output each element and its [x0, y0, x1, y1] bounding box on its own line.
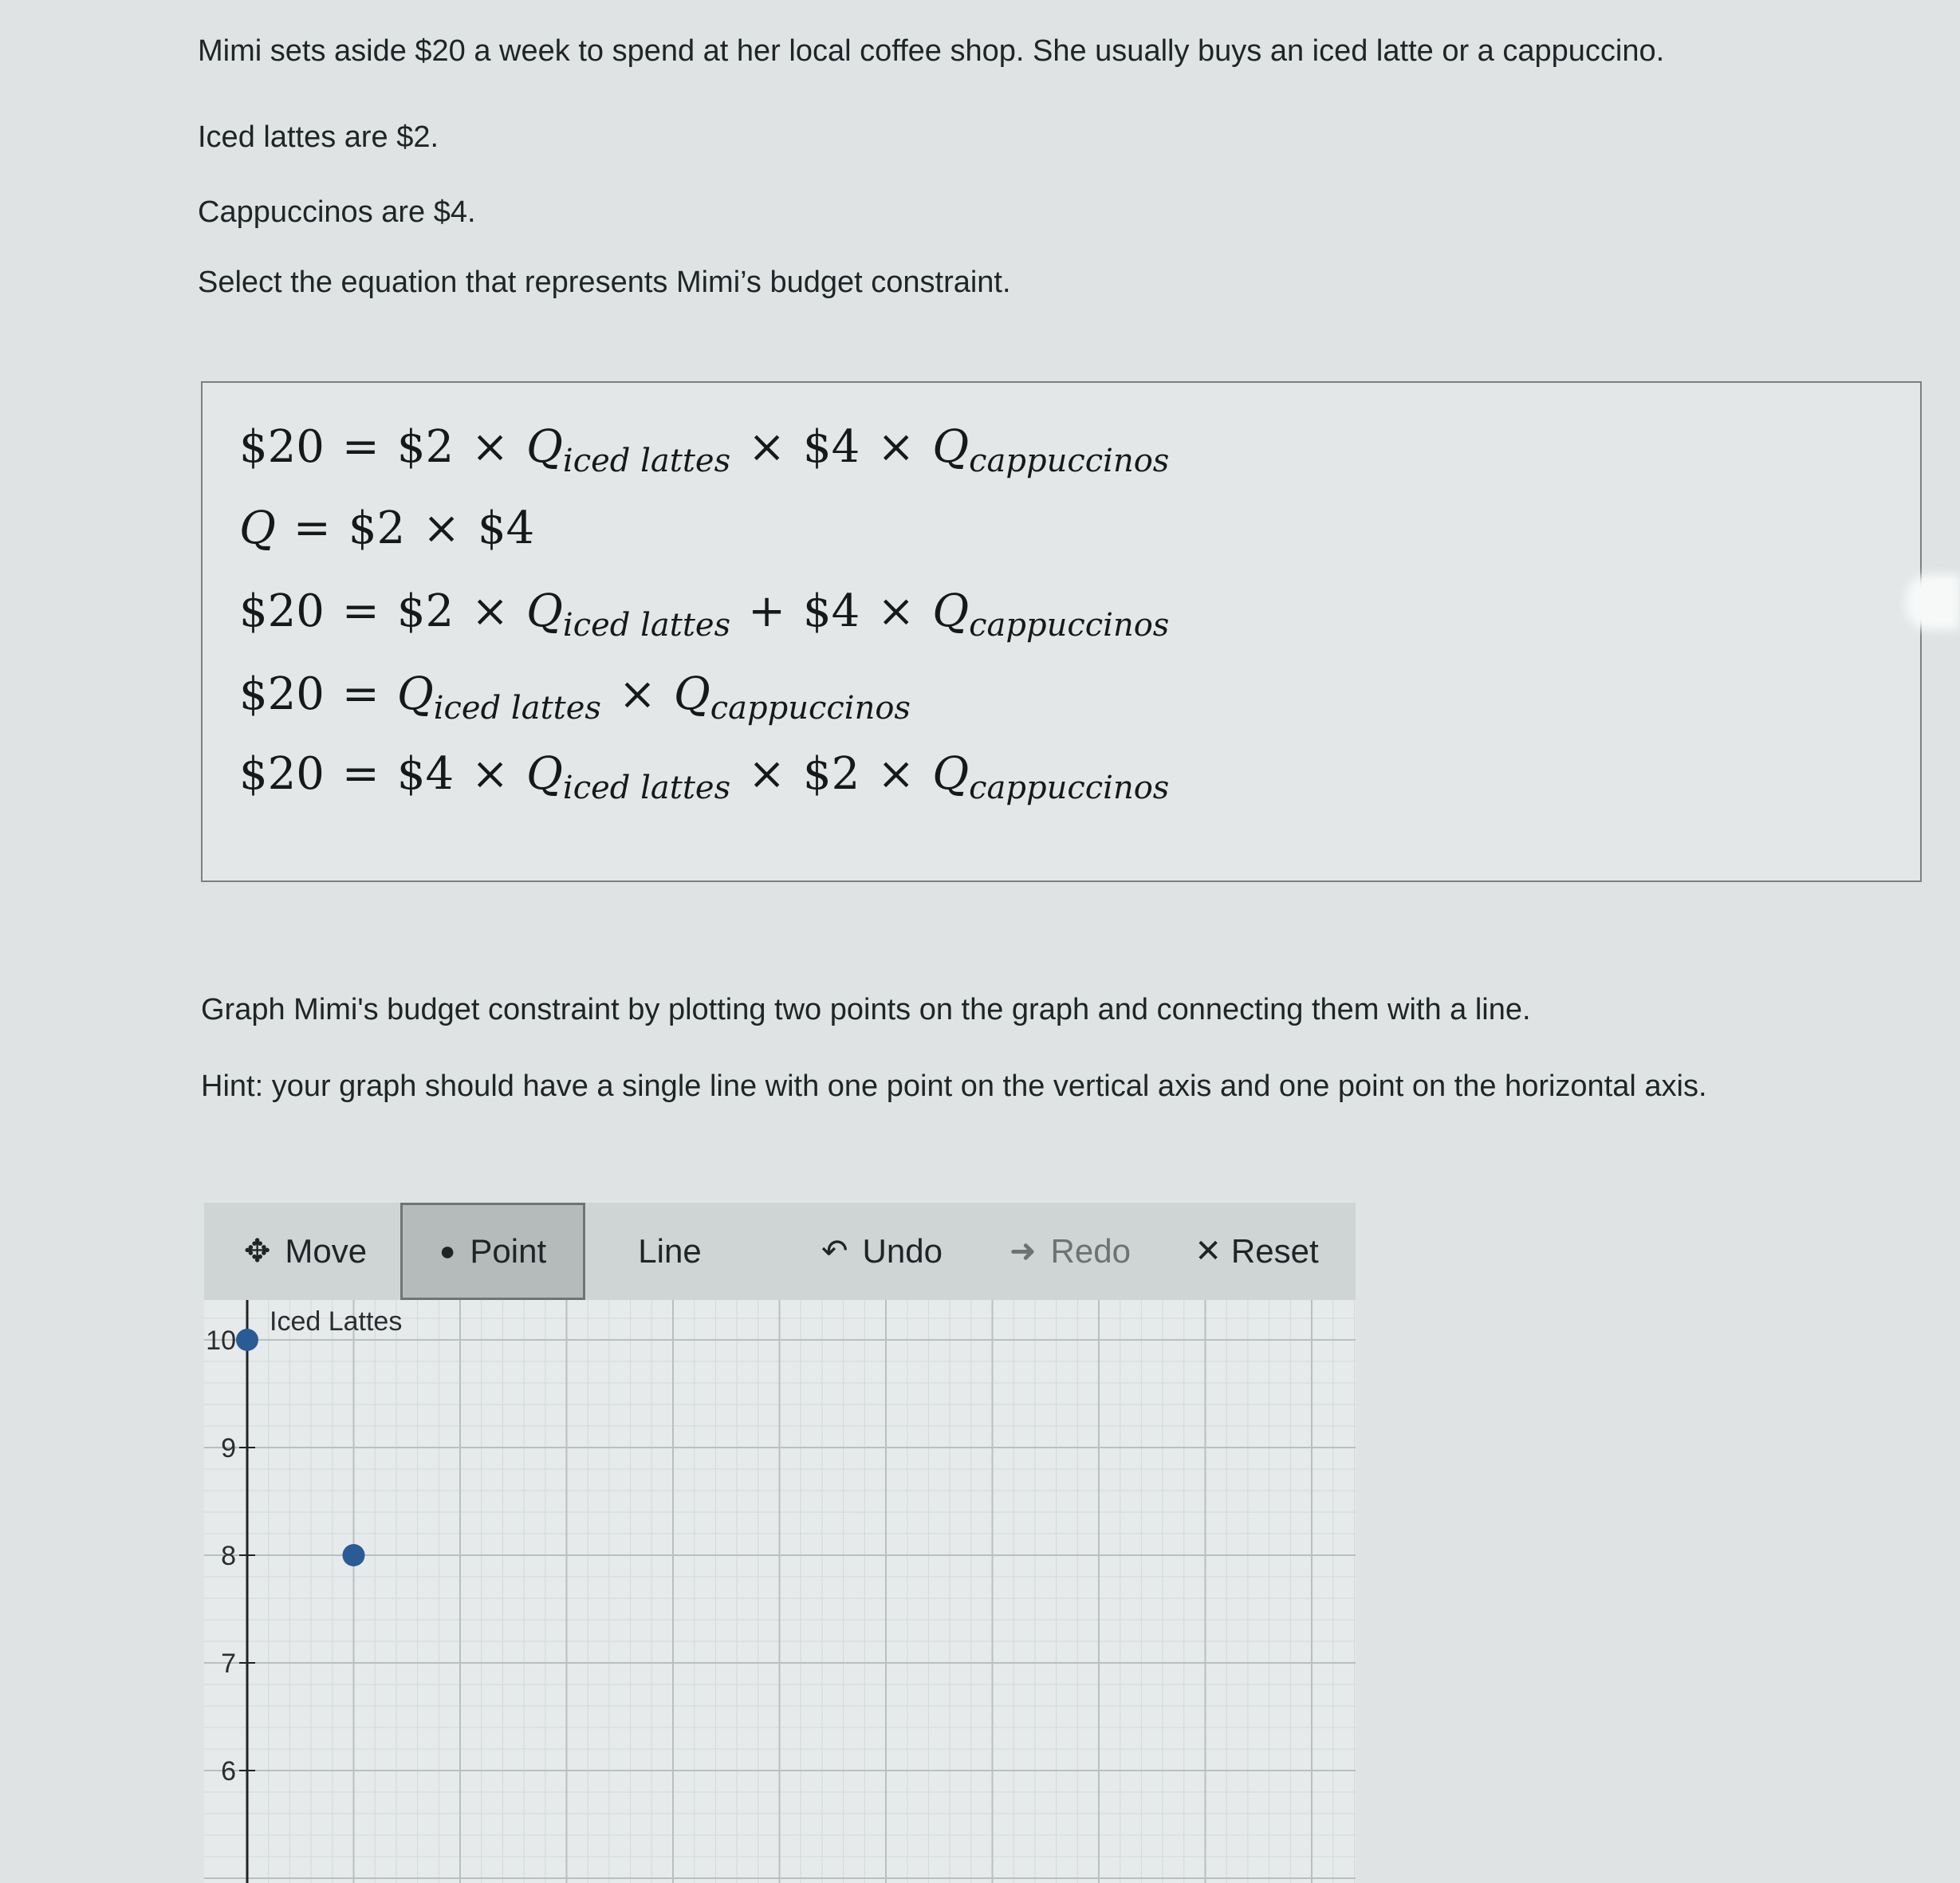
move-arrows-icon: ✥ [243, 1234, 271, 1269]
equation-lhs: $20 [239, 585, 325, 637]
graph-hint: Hint: your graph should have a single line with one point on the vertical axis and one point on the horizontal axis. [201, 1070, 1707, 1103]
move-tool-button[interactable] [214, 1203, 397, 1300]
variable-q: Q [932, 421, 970, 473]
times-sign: × [748, 421, 786, 473]
equation-option-1[interactable] [239, 420, 1169, 489]
variable-q: Q [526, 585, 563, 637]
question-intro: Mimi sets aside $20 a week to spend at her local coffee shop. She usually buys an iced latte or a cappuccino. [198, 34, 1665, 68]
price-term: $4 [803, 421, 860, 473]
y-tick-label-9: 9 [221, 1433, 236, 1463]
times-sign: × [471, 421, 509, 473]
variable-subscript: cappuccinos [969, 443, 1170, 479]
price-term: $2 [396, 585, 455, 637]
graph-canvas[interactable] [204, 1300, 1356, 1883]
reset-label: Reset [1230, 1232, 1319, 1270]
undo-arrow-icon: ↶ [821, 1234, 848, 1269]
variable-subscript: iced lattes [433, 690, 601, 727]
variable-subscript: iced lattes [562, 770, 731, 806]
variable-q: Q [526, 748, 563, 800]
y-tick-label-10: 10 [206, 1326, 236, 1356]
latte-price-text: Iced lattes are $2. [198, 120, 439, 154]
graph-toolbar [204, 1203, 1356, 1300]
equation-lhs: $20 [239, 748, 325, 800]
cappuccino-price-text: Cappuccinos are $4. [198, 195, 476, 229]
quantity-variable [526, 585, 731, 644]
plotted-point-1[interactable] [236, 1329, 258, 1351]
variable-q: Q [932, 585, 970, 637]
variable-q: Q [526, 421, 563, 473]
y-axis-title: Iced Lattes [270, 1306, 403, 1337]
equals-sign: = [341, 668, 380, 720]
y-tick-label-6: 6 [221, 1756, 236, 1786]
equation-option-5[interactable] [239, 747, 1169, 816]
graphing-widget [204, 1203, 1356, 1883]
times-sign: × [471, 748, 509, 800]
redo-arrow-icon: ➜ [1010, 1234, 1037, 1269]
times-sign: × [748, 748, 786, 800]
screen-glare [1906, 574, 1960, 630]
times-sign: × [877, 748, 915, 800]
point-tool-button[interactable] [400, 1203, 585, 1300]
equation-option-4[interactable] [239, 667, 911, 736]
times-sign: × [877, 421, 915, 473]
variable-subscript: cappuccinos [969, 770, 1170, 806]
variable-subscript: cappuccinos [969, 607, 1170, 644]
quantity-variable [396, 668, 601, 727]
redo-label: Redo [1050, 1232, 1131, 1270]
point-tool-label: Point [470, 1232, 547, 1270]
variable-subscript: cappuccinos [710, 690, 911, 727]
price-term: $2 [396, 421, 455, 473]
y-tick-label-7: 7 [221, 1649, 236, 1679]
equation-lhs: $20 [239, 421, 325, 473]
variable-q: Q [932, 748, 970, 800]
quantity-variable [526, 748, 731, 806]
equation-lhs: $20 [239, 668, 325, 720]
variable-subscript: iced lattes [562, 607, 731, 644]
question-prompt: Select the equation that represents Mimi’s budget constraint. [198, 266, 1011, 299]
quantity-variable [673, 668, 911, 727]
equation-option-2[interactable] [239, 501, 534, 557]
quantity-variable [932, 585, 1170, 644]
move-tool-label: Move [285, 1232, 368, 1270]
times-sign: × [618, 668, 656, 720]
equals-sign: = [293, 502, 331, 554]
equals-sign: = [341, 748, 380, 800]
times-sign: × [877, 585, 915, 637]
variable-q: Q [396, 668, 434, 720]
price-term: $2 [348, 502, 406, 554]
times-sign: × [471, 585, 509, 637]
price-term: $4 [396, 748, 455, 800]
variable-subscript: iced lattes [562, 443, 731, 479]
point-dot-icon: ● [439, 1235, 456, 1266]
variable-q: Q [239, 502, 276, 554]
line-tool-button[interactable] [585, 1203, 754, 1300]
redo-button[interactable] [984, 1203, 1156, 1300]
undo-label: Undo [862, 1232, 943, 1270]
reset-button[interactable] [1177, 1203, 1336, 1300]
quantity-variable [932, 748, 1170, 806]
equation-lhs-variable [239, 502, 276, 554]
reset-x-icon: ✕ [1194, 1234, 1222, 1269]
equation-option-3[interactable] [239, 584, 1169, 653]
undo-button[interactable] [797, 1203, 966, 1300]
equals-sign: = [341, 421, 380, 473]
price-term: $4 [478, 502, 535, 554]
price-term: $2 [803, 748, 860, 800]
equation-options-list [201, 381, 1922, 882]
y-tick-label-8: 8 [221, 1541, 236, 1571]
variable-q: Q [673, 668, 710, 720]
graph-instructions: Graph Mimi's budget constraint by plotting two points on the graph and connecting them with a line. [201, 993, 1531, 1026]
equals-sign: = [341, 585, 380, 637]
line-tool-label: Line [638, 1232, 702, 1270]
price-term: $4 [803, 585, 860, 637]
quantity-variable [932, 421, 1170, 479]
quantity-variable [526, 421, 731, 479]
times-sign: × [423, 502, 461, 554]
plus-sign: + [748, 585, 786, 637]
plotted-point-2[interactable] [343, 1544, 365, 1566]
